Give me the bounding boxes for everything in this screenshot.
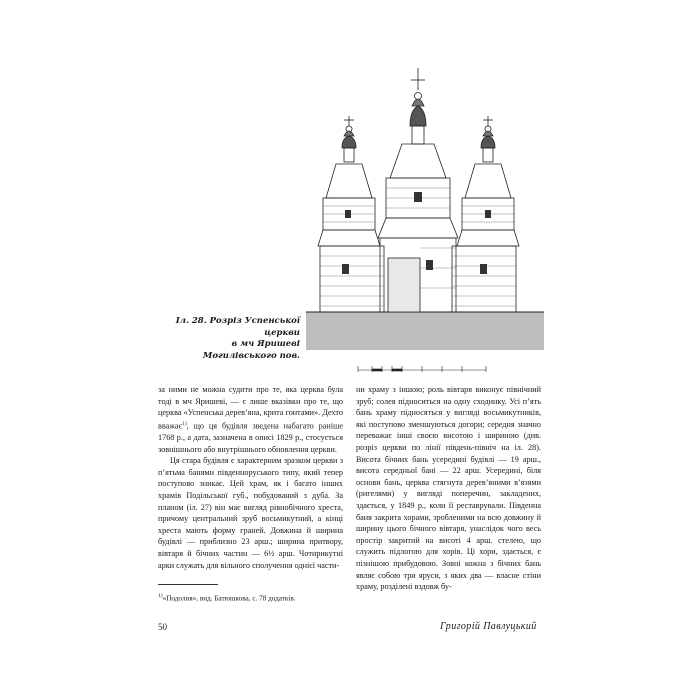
running-head: Григорій Павлуцький: [440, 621, 537, 632]
figure-caption: [165, 316, 300, 362]
caption-line2: в мч Яришеві Могилівського пов.: [202, 339, 300, 361]
footnote-ref[interactable]: 1): [182, 420, 187, 427]
church-section-illustration: [306, 68, 544, 350]
paragraph: Ця стара будівля є характерним зразком церкви з п’ятьма банями південноруського типу, який тепер поступово зникає. Цей храм, як і багато інших храмів Подільської губ., побудований з дуба. За планом (іл. 27) він має вигляд рівнобічного хреста, причому центральний зруб восьмикутний, а кінці хреста мають форму граней. Довжина й ширина будівлі — приблизно 23 арш.; ширина притвору, вівтаря й бічних частин — 6½ арш. Чотирикутні арки служать для вільного сполучення однієї части-: [158, 456, 343, 570]
figure-label: Іл. 28.: [175, 316, 207, 326]
paragraph: ни храму з іншою; роль вівтаря виконує північний зруб; солея підноситься на одну сходинку. Усі п’ять бань храму підносяться у вигляді восьмикутників, які поступово зменшуються догори; середня значно переважає інші своєю висотою і шириною (див. розріз церкви по лінії південь-північ на іл. 28). Висота бічних бань усередині будівлі — 19 арш., висота середньої бані — 22 арш. Усередині, біля основи бань, церква стягнута дерев’яними в’язями (ригелями) у вигляді поперечин, закладених, здається, у 1849 р., коли її реставрували. Південна баня закрита хорами, зробленими на всю довжину й ширину цього бічного вівтаря, унаслідок чого весь простір закритий на висоті 4 арш. стелею, що служить підлогою для хорів. Ці хори, здається, є пізнішою прибудовою. Зовні кожна з бічних бань являє собою три яруси, з яких два — власне стіни храму, розділені вздовж бу-: [356, 385, 541, 592]
page-number: 50: [158, 622, 167, 632]
caption-line1: Розріз Успенської церкви: [209, 316, 300, 338]
footnote: [158, 591, 343, 603]
footnote-text: «Подолия», вид. Батюшкова, с. 78 додатків.: [162, 594, 296, 603]
text-column-right: [356, 384, 541, 593]
scale-bar: [352, 362, 492, 376]
footnote-divider: [158, 584, 218, 585]
footnote-marker: 1): [158, 593, 163, 599]
paragraph: за ними не можна судити про те, яка церква була тоді в мч Яришеві, — є лише вказівки про те, що церква «Успенська дерев’яна, крита гонтами». Дехто вважає$^{1)}$, що ця будівля зведена набагато раніше 1768 р., а дата, зазначена в описі 1829 р., стосується зовнішнього або внутрішнього обновлення церкви.: [158, 385, 343, 454]
text-column-left: [158, 384, 343, 571]
